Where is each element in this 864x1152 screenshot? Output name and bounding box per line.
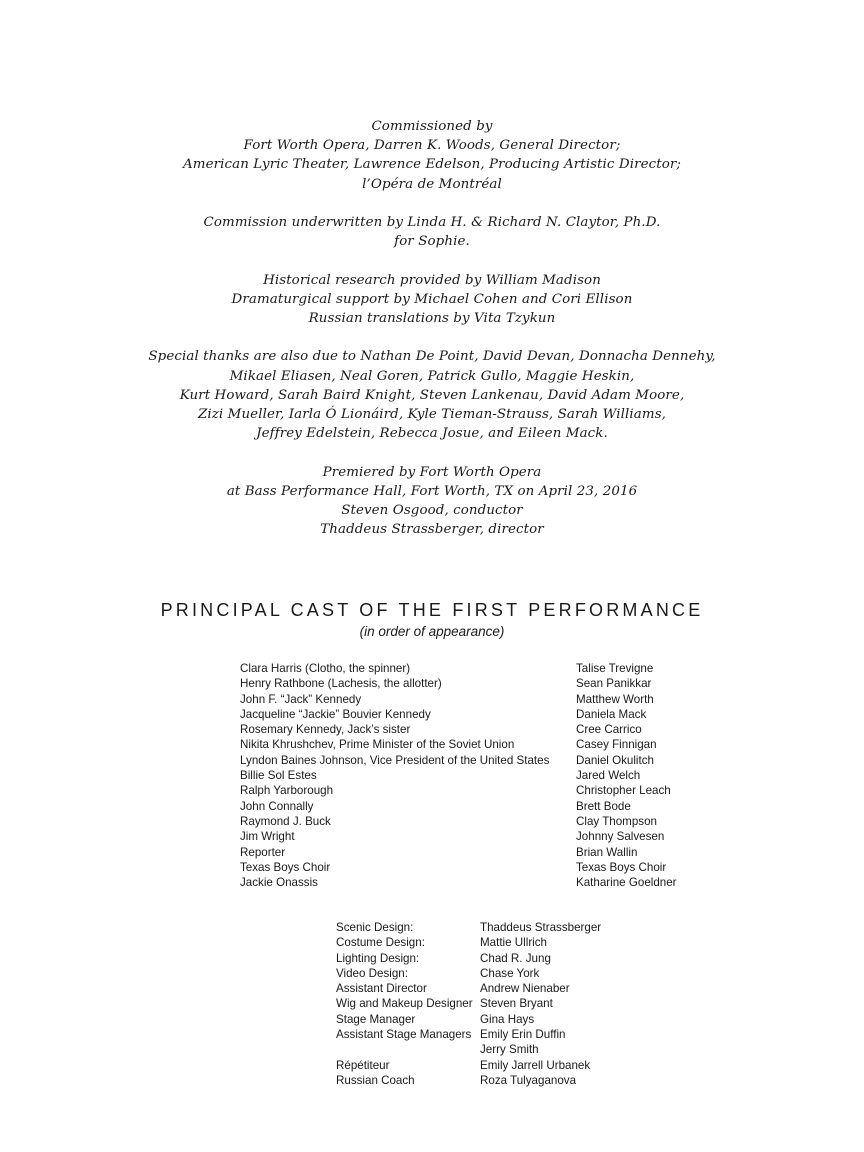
cast-heading: PRINCIPAL CAST OF THE FIRST PERFORMANCE: [160, 600, 704, 620]
crew-name: Jerry Smith: [480, 1043, 539, 1057]
credit-line: Steven Osgood, conductor: [341, 503, 523, 518]
cast-row: [240, 875, 700, 890]
cast-list: [240, 661, 700, 890]
crew-role: Répétiteur: [336, 1058, 390, 1072]
cast-role: Nikita Khrushchev, Prime Minister of the Soviet Union: [240, 738, 515, 752]
cast-role: Rosemary Kennedy, Jack’s sister: [240, 723, 411, 737]
cast-performer: Brian Wallin: [576, 845, 638, 859]
credits-block-research: [0, 271, 864, 329]
crew-row: [336, 951, 636, 966]
cast-role: Jackie Onassis: [240, 876, 318, 890]
cast-performer: Christopher Leach: [576, 784, 671, 798]
crew-role: Scenic Design:: [336, 921, 414, 934]
cast-role: Henry Rathbone (Lachesis, the allotter): [240, 677, 442, 691]
credit-line: Jeffrey Edelstein, Rebecca Josue, and Eileen Mack.: [256, 426, 608, 442]
credit-line: Historical research provided by William Madison: [263, 272, 601, 288]
credit-line: Premiered by Fort Worth Opera: [322, 464, 542, 480]
cast-row: [240, 707, 700, 722]
crew-row: [336, 1073, 636, 1088]
crew-role: Wig and Makeup Designer: [336, 997, 473, 1011]
cast-row: [240, 799, 700, 814]
cast-role: Clara Harris (Clotho, the spinner): [240, 662, 411, 675]
cast-performer: Cree Carrico: [576, 723, 642, 737]
cast-performer: Brett Bode: [576, 799, 631, 813]
crew-row: [336, 935, 636, 950]
crew-name: Emily Erin Duffin: [480, 1028, 566, 1042]
cast-role: Texas Boys Choir: [240, 860, 331, 874]
cast-performer: Daniel Okulitch: [576, 753, 654, 767]
cast-subheading: (in order of appearance): [359, 624, 505, 639]
crew-name: Mattie Ullrich: [480, 936, 547, 950]
cast-role: Reporter: [240, 845, 286, 859]
crew-row: [336, 981, 636, 996]
credit-line: Mikael Eliasen, Neal Goren, Patrick Gullo, Maggie Heskin,: [229, 368, 635, 384]
cast-row: [240, 753, 700, 768]
cast-role: Lyndon Baines Johnson, Vice President of the United States: [240, 753, 550, 767]
cast-row: [240, 829, 700, 844]
credit-line: Commission underwritten by Linda H. & Richard N. Claytor, Ph.D.: [203, 215, 661, 230]
credit-line: Zizi Mueller, Iarla Ó Lionáird, Kyle Tieman-Strauss, Sarah Williams,: [197, 407, 667, 422]
crew-name: Emily Jarrell Urbanek: [480, 1058, 591, 1072]
credit-line: American Lyric Theater, Lawrence Edelson, Producing Artistic Director;: [183, 157, 681, 173]
cast-row: [240, 661, 700, 676]
crew-list: [336, 920, 636, 1088]
credits-block-premiere: [0, 463, 864, 540]
credit-line: Thaddeus Strassberger, director: [320, 522, 544, 538]
credit-line: Commissioned by: [371, 119, 493, 134]
crew-row: [336, 1042, 636, 1057]
credit-line: Kurt Howard, Sarah Baird Knight, Steven Lankenau, David Adam Moore,: [179, 387, 685, 403]
credit-line: at Bass Performance Hall, Fort Worth, TX on April 23, 2016: [226, 483, 638, 499]
crew-name: Andrew Nienaber: [480, 982, 570, 996]
cast-performer: Clay Thompson: [576, 814, 657, 828]
credit-line: l’Opéra de Montréal: [362, 176, 502, 192]
crew-role: Assistant Stage Managers: [336, 1028, 472, 1042]
crew-name: Chad R. Jung: [480, 951, 551, 965]
credit-line: Russian translations by Vita Tzykun: [308, 311, 556, 326]
cast-role: Billie Sol Estes: [240, 769, 317, 783]
cast-row: [240, 692, 700, 707]
cast-row: [240, 676, 700, 691]
credits-section: [0, 117, 864, 559]
credit-line: Fort Worth Opera, Darren K. Woods, General Director;: [243, 138, 621, 154]
cast-role: Raymond J. Buck: [240, 814, 331, 828]
cast-row: [240, 737, 700, 752]
crew-row: [336, 1012, 636, 1027]
crew-name: Roza Tulyaganova: [480, 1073, 577, 1087]
crew-role: Lighting Design:: [336, 951, 420, 965]
cast-performer: Matthew Worth: [576, 692, 654, 706]
cast-performer: Casey Finnigan: [576, 738, 657, 752]
cast-role: John Connally: [240, 799, 314, 813]
cast-role: Jacqueline “Jackie” Bouvier Kennedy: [240, 707, 431, 721]
crew-row: [336, 920, 636, 935]
crew-name: Gina Hays: [480, 1012, 535, 1026]
cast-performer: Talise Trevigne: [576, 662, 654, 675]
crew-row: [336, 996, 636, 1011]
cast-role: Jim Wright: [240, 830, 295, 844]
cast-performer: Johnny Salvesen: [576, 830, 665, 844]
cast-row: [240, 783, 700, 798]
cast-performer: Katharine Goeldner: [576, 876, 677, 890]
credits-block-underwriting: [0, 213, 864, 251]
credit-line: Dramaturgical support by Michael Cohen and Cori Ellison: [231, 291, 633, 307]
crew-name: Thaddeus Strassberger: [480, 921, 602, 934]
cast-row: [240, 814, 700, 829]
cast-performer: Jared Welch: [576, 769, 641, 783]
crew-role: Video Design:: [336, 966, 408, 980]
crew-row: [336, 1027, 636, 1042]
credit-line: Special thanks are also due to Nathan De Point, David Devan, Donnacha Dennehy,: [148, 349, 716, 365]
crew-row: [336, 1058, 636, 1073]
credits-block-thanks: [0, 347, 864, 443]
cast-row: [240, 860, 700, 875]
crew-name: Chase York: [480, 966, 540, 980]
cast-row: [240, 768, 700, 783]
cast-performer: Daniela Mack: [576, 707, 647, 721]
crew-role: Russian Coach: [336, 1073, 415, 1087]
crew-role: Stage Manager: [336, 1012, 416, 1026]
cast-row: [240, 845, 700, 860]
credits-block-commission: [0, 117, 864, 194]
crew-name: Steven Bryant: [480, 997, 553, 1011]
cast-role: John F. “Jack” Kennedy: [240, 692, 362, 706]
crew-role: Assistant Director: [336, 982, 427, 996]
crew-role: Costume Design:: [336, 936, 425, 950]
cast-row: [240, 722, 700, 737]
cast-performer: Sean Panikkar: [576, 677, 652, 691]
crew-row: [336, 966, 636, 981]
credit-line: for Sophie.: [394, 234, 470, 250]
cast-role: Ralph Yarborough: [240, 784, 334, 798]
cast-performer: Texas Boys Choir: [576, 860, 667, 874]
